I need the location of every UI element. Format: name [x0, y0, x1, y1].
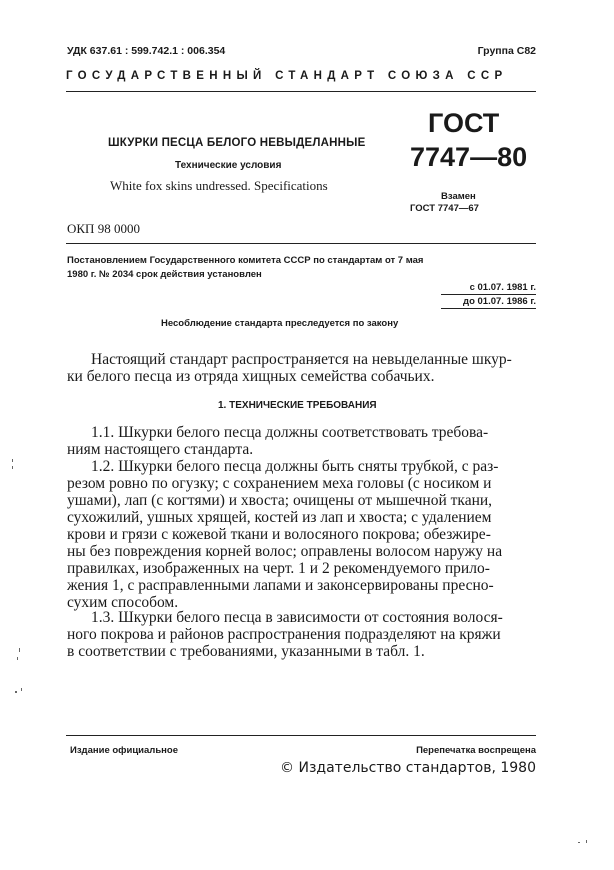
body-line: в соответствии с требованиями, указанными в табл. 1.	[67, 643, 425, 660]
validity-divider	[441, 294, 536, 295]
decree-line-2: 1980 г. № 2034 срок действия установлен	[67, 269, 262, 280]
validity-underline	[441, 308, 536, 309]
body-line: ушами), лап (с когтями) и хвоста; очищены от мышечной ткани,	[67, 492, 493, 509]
body-line: сухим способом.	[67, 594, 179, 611]
state-standard-banner: ГОСУДАРСТВЕННЫЙ СТАНДАРТ СОЮЗА ССР	[66, 70, 508, 82]
validity-start: с 01.07. 1981 г.	[469, 282, 536, 293]
document-title: ШКУРКИ ПЕСЦА БЕЛОГО НЕВЫДЕЛАННЫЕ	[108, 137, 366, 149]
document-subtitle: Технические условия	[175, 160, 282, 171]
scan-speck	[12, 459, 13, 462]
body-line: 1.2. Шкурки белого песца должны быть сняты трубкой, с раз-	[91, 458, 499, 475]
replaces-value: ГОСТ 7747—67	[410, 203, 479, 214]
scan-speck	[19, 648, 20, 652]
copyright-line: © Издательство стандартов, 1980	[280, 760, 536, 776]
group-code: Группа С82	[477, 45, 536, 57]
scan-speck	[586, 840, 587, 843]
reprint-note: Перепечатка воспрещена	[416, 745, 536, 756]
okp-code: ОКП 98 0000	[67, 221, 140, 236]
validity-end: до 01.07. 1986 г.	[463, 296, 536, 307]
header-divider	[66, 91, 536, 92]
edition-note: Издание официальное	[70, 745, 178, 756]
body-line: резом ровно по огузку; с сохранением меха головы (с носиком и	[67, 475, 492, 492]
body-line: крови и грязи с кожевой ткани и волосяного покрова; обезжире-	[67, 526, 491, 543]
scan-speck	[12, 466, 13, 469]
body-line: 1.3. Шкурки белого песца в зависимости от состояния волося-	[91, 609, 503, 626]
legal-notice: Несоблюдение стандарта преследуется по закону	[161, 318, 399, 329]
okp-divider	[66, 243, 536, 244]
footer-divider	[66, 735, 536, 736]
scan-speck	[21, 688, 22, 691]
section-heading: 1. ТЕХНИЧЕСКИЕ ТРЕБОВАНИЯ	[218, 400, 377, 411]
body-line: правилках, изображенных на черт. 1 и 2 рекомендуемого прило-	[67, 560, 490, 577]
replaces-label: Взамен	[441, 191, 476, 202]
intro-line: Настоящий стандарт распространяется на невыделанные шкур-	[91, 351, 512, 368]
body-line: ного покрова и районов распространения подразделяют на кряжи	[67, 626, 501, 643]
gost-label: ГОСТ	[428, 108, 500, 138]
decree-line-1: Постановлением Государственного комитета СССР по стандартам от 7 мая	[67, 255, 424, 266]
scan-speck	[17, 657, 18, 660]
udk-classification: УДК 637.61 : 599.742.1 : 006.354	[67, 45, 226, 57]
gost-number: 7747—80	[410, 142, 528, 172]
scan-speck	[578, 842, 580, 843]
body-line: жения 1, с расправленными лапами и законсервированы пресно-	[67, 577, 494, 594]
body-line: 1.1. Шкурки белого песца должны соответствовать требова-	[91, 424, 489, 441]
scan-speck	[15, 691, 17, 693]
body-line: ниям настоящего стандарта.	[67, 441, 254, 458]
english-title: White fox skins undressed. Specifications	[110, 178, 328, 193]
body-line: ны без повреждения корней волос; оправлены волосом наружу на	[67, 543, 503, 560]
intro-line: ки белого песца из отряда хищных семейства собачьих.	[67, 368, 435, 385]
body-line: сухожилий, ушных хрящей, костей из лап и хвоста; с удалением	[67, 509, 492, 526]
